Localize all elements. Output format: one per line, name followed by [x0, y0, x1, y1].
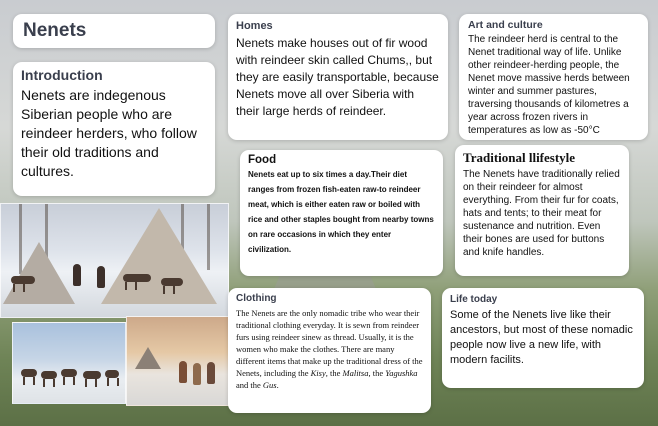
life-today-text: Some of the Nenets live like their ancestors, but most of these nomadic people now live a new life, with modern facilits.: [450, 309, 633, 366]
introduction-heading: Introduction: [21, 67, 103, 83]
page-title: Nenets: [23, 20, 87, 41]
reindeer-shape: [61, 369, 77, 377]
homes-heading: Homes: [236, 20, 273, 32]
traditional-lifestyle-card: [455, 145, 629, 276]
reindeer-sled-photo: [12, 322, 126, 404]
reindeer-shape: [123, 274, 151, 282]
clothing-item-malitsa: Malitsa: [342, 368, 369, 378]
person-shape: [97, 266, 105, 288]
introduction-text: Nenets are indegenous Siberian people who are reindeer herders, who follow their old traditions and cultures.: [21, 87, 197, 179]
traditional-lifestyle-text: The Nenets have traditionally relied on their reindeer for almost everything. From their fur for coats, hats and tents; to their meat for sustenance and nutrition. Even their bones are used for buttons and knife handles.: [463, 169, 620, 258]
reindeer-shape: [21, 369, 37, 377]
homes-text: Nenets make houses out of fir wood with reindeer skin called Chums,, but they are easily transportable, because Nenets move all over Siberia with their large herds of reindeer.: [236, 36, 439, 118]
clothing-separator: , the: [368, 368, 386, 378]
reindeer-shape: [161, 278, 183, 286]
chum-shape: [3, 242, 75, 304]
clothing-item-gus: Gus: [262, 380, 277, 390]
clothing-separator: and the: [236, 380, 263, 390]
title-card: [13, 14, 215, 48]
reindeer-shape: [83, 371, 101, 379]
chum-shape: [135, 347, 161, 369]
chum-at-sunset-photo: [126, 316, 230, 406]
art-culture-text: The reindeer herd is central to the Nenet traditional way of life. Unlike other reindeer-herding people, the Nenet move massive herds between winter and summer pastures, traversing thousands of kilometres a year across frozen rivers in temperatures as low as -50°C: [468, 34, 630, 136]
traditional-lifestyle-heading: Traditional llifestyle: [463, 150, 576, 165]
clothing-separator: , the: [325, 368, 343, 378]
homes-card: [228, 14, 448, 140]
reindeer-shape: [41, 371, 57, 379]
person-shape: [207, 362, 215, 384]
clothing-text-main: The Nenets are the only nomadic tribe who wear their traditional clothing everyday. It is sewn from reindeer furs using reindeer sinew as thread. Usually, it is the women who make the clothes. There are many different items that make up the traditional dress of the Nenets, including the: [236, 308, 423, 378]
life-today-heading: Life today: [450, 294, 498, 305]
introduction-card: [13, 62, 215, 196]
food-card: [240, 150, 443, 276]
food-heading: Food: [248, 154, 277, 166]
reindeer-and-chums-photo: [0, 203, 229, 318]
person-shape: [73, 264, 81, 286]
life-today-card: [442, 288, 644, 388]
person-shape: [179, 361, 187, 383]
person-shape: [193, 363, 201, 385]
clothing-item-kisy: Kisy: [310, 368, 326, 378]
chum-shape: [101, 208, 217, 304]
clothing-text: [236, 307, 423, 391]
clothing-card: [228, 288, 431, 413]
art-culture-heading: Art and culture: [468, 19, 543, 31]
clothing-end: .: [276, 380, 279, 390]
clothing-heading: Clothing: [236, 293, 277, 304]
art-culture-card: [459, 14, 648, 140]
reindeer-shape: [11, 276, 35, 284]
clothing-item-yagushka: Yagushka: [385, 368, 418, 378]
food-text: Nenets eat up to six times a day.Their diet ranges from frozen fish-eaten raw-to reindeer meat, which is either eaten raw or boiled with rice and other staples bought from nearby towns on rare occasions in which they enter civilization.: [248, 170, 434, 254]
reindeer-shape: [105, 370, 119, 378]
